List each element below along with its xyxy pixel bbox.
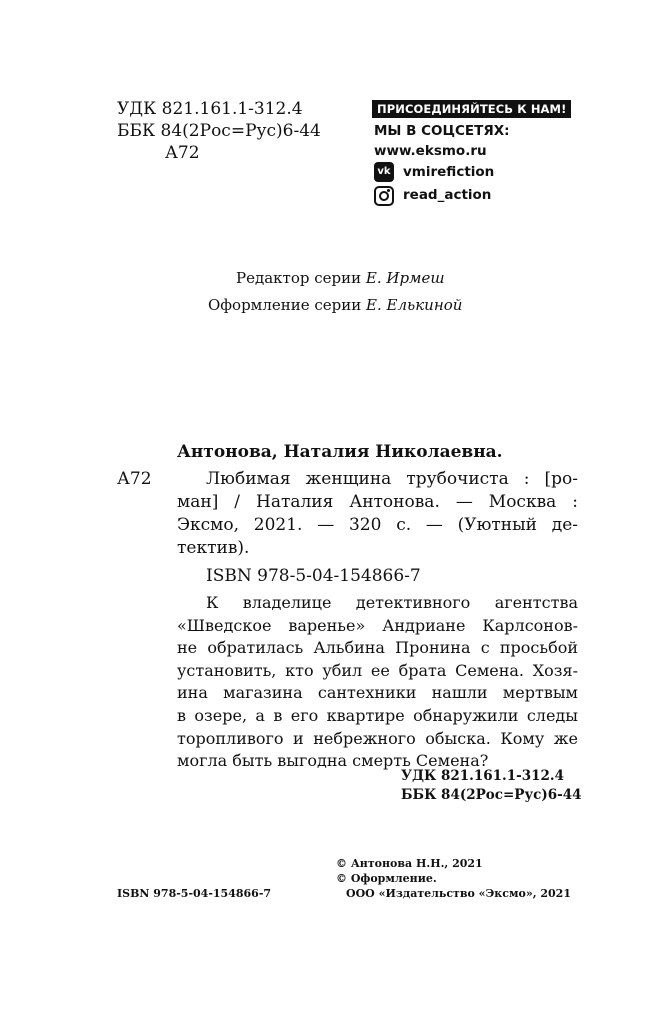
record-title-line: Любимая женщина трубочиста : [ро- bbox=[206, 469, 578, 489]
annotation-line: в озере, а в его квартире обнаружили следы bbox=[177, 706, 578, 725]
annotation-line: установить, кто убил ее брата Семена. Хозя- bbox=[177, 660, 578, 680]
annotation-line: «Шведское варенье» Андриане Карлсонов- bbox=[177, 615, 578, 635]
annotation-line: К владелице детективного агентства bbox=[206, 593, 578, 612]
social-networks-label: МЫ В СОЦСЕТЯХ: bbox=[374, 123, 510, 139]
series-editor-name: Е. Ирмеш bbox=[365, 269, 445, 287]
copyright-design: © Оформление. bbox=[336, 872, 437, 885]
annotation-line: ина магазина сантехники нашли мертвым bbox=[177, 683, 578, 703]
instagram-handle[interactable]: read_action bbox=[403, 187, 492, 203]
footer-isbn: ISBN 978-5-04-154866-7 bbox=[117, 887, 272, 900]
record-title-line: ман] / Наталия Антонова. — Москва : bbox=[177, 492, 578, 512]
annotation-line: торопливого и небрежного обыска. Кому же bbox=[177, 728, 578, 748]
record-title-line: Эксмо, 2021. — 320 с. — (Уютный де- bbox=[177, 515, 578, 535]
record-isbn: ISBN 978-5-04-154866-7 bbox=[206, 566, 421, 586]
series-design-name: Е. Елькиной bbox=[366, 296, 463, 314]
annotation-line: не обратилась Альбина Пронина с просьбой bbox=[177, 638, 578, 658]
annotation-line: могла быть выгодна смерть Семена? bbox=[177, 751, 489, 771]
series-editor-line bbox=[236, 269, 445, 287]
copyright-publisher: ООО «Издательство «Эксмо», 2021 bbox=[346, 887, 571, 900]
bbk-code: ББК 84(2Рос=Рус)6-44 bbox=[117, 121, 321, 141]
vk-handle[interactable]: vmirefiction bbox=[403, 164, 495, 180]
series-editor-label: Редактор серии bbox=[236, 269, 362, 287]
website-link[interactable]: www.eksmo.ru bbox=[374, 143, 487, 159]
record-author: Антонова, Наталия Николаевна. bbox=[177, 442, 503, 462]
vk-icon: vk bbox=[374, 162, 394, 182]
footer-bbk: ББК 84(2Рос=Рус)6-44 bbox=[401, 787, 582, 803]
instagram-icon bbox=[374, 186, 394, 206]
record-title-line: тектив). bbox=[177, 538, 250, 558]
record-author-sign: А72 bbox=[117, 469, 152, 489]
join-us-banner: ПРИСОЕДИНЯЙТЕСЬ К НАМ! bbox=[372, 100, 571, 118]
author-sign: А72 bbox=[165, 143, 200, 163]
copyright-author: © Антонова Н.Н., 2021 bbox=[336, 857, 483, 870]
series-design-line bbox=[208, 296, 462, 314]
series-design-label: Оформление серии bbox=[208, 296, 362, 314]
footer-udk: УДК 821.161.1-312.4 bbox=[401, 768, 564, 784]
udk-code: УДК 821.161.1-312.4 bbox=[117, 99, 303, 119]
